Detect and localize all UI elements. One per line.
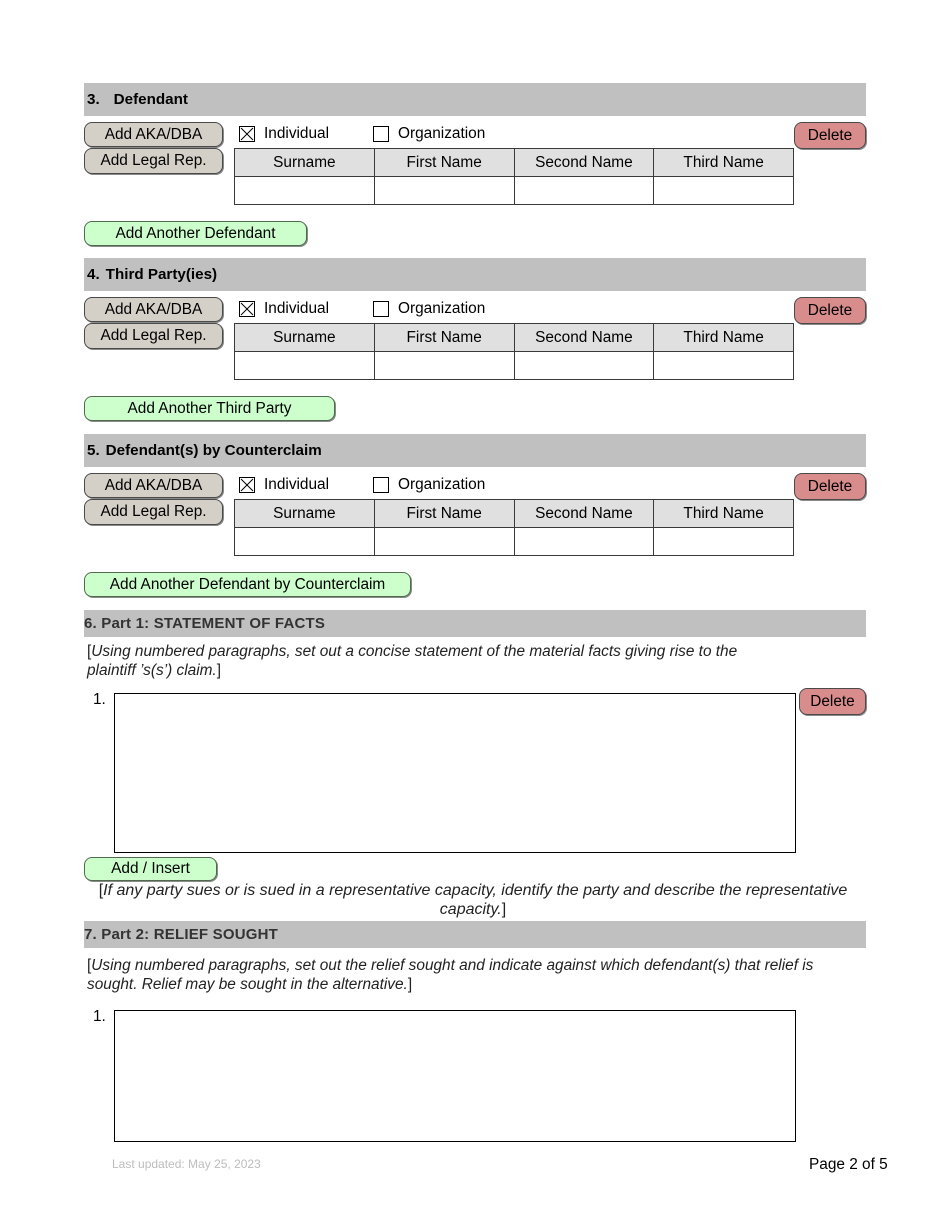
bracket-close: ]	[407, 975, 413, 993]
column-header-second-name: Second Name	[514, 500, 654, 528]
part2-heading: 7. Part 2: RELIEF SOUGHT	[84, 921, 866, 948]
column-header-third-name: Third Name	[654, 324, 794, 352]
third-name-input[interactable]	[654, 352, 793, 379]
section-title: Third Party(ies)	[105, 266, 218, 283]
name-table-header-row	[235, 500, 794, 528]
surname-input[interactable]	[235, 528, 374, 555]
organization-label: Organization	[398, 476, 486, 493]
column-header-surname: Surname	[235, 149, 375, 177]
instruction-text: Using numbered paragraphs, set out the relief sought and indicate against which defendant(s) that relief is sought. Relief may be sought in the alternative.	[87, 957, 814, 993]
first-name-input[interactable]	[375, 177, 514, 204]
section-number: 3.	[87, 91, 100, 108]
third-name-cell	[654, 528, 794, 556]
individual-checkbox[interactable]	[239, 126, 255, 142]
organization-label: Organization	[398, 300, 486, 317]
bracket-close: ]	[501, 901, 507, 918]
part1-heading: 6. Part 1: STATEMENT OF FACTS	[84, 610, 866, 637]
part1-instructions	[87, 643, 757, 680]
individual-checkbox[interactable]	[239, 477, 255, 493]
delete-party-button[interactable]: Delete	[794, 297, 866, 324]
add-aka-dba-button[interactable]: Add AKA/DBA	[84, 473, 223, 498]
add-another-counterclaim-defendant-button[interactable]: Add Another Defendant by Counterclaim	[84, 572, 411, 597]
statement-of-facts-paragraph-field[interactable]	[114, 693, 796, 853]
add-aka-dba-button[interactable]: Add AKA/DBA	[84, 122, 223, 147]
organization-checkbox[interactable]	[373, 477, 389, 493]
section-title: Defendant(s) by Counterclaim	[105, 442, 322, 459]
section-heading	[84, 258, 866, 291]
footer-last-updated: Last updated: May 25, 2023	[112, 1157, 261, 1171]
checkbox-x-icon	[240, 127, 254, 141]
first-name-input[interactable]	[375, 528, 514, 555]
individual-label: Individual	[264, 476, 330, 493]
section-heading	[84, 83, 866, 116]
organization-label: Organization	[398, 125, 486, 142]
column-header-third-name: Third Name	[654, 500, 794, 528]
add-another-third-party-button[interactable]: Add Another Third Party	[84, 396, 335, 421]
second-name-input[interactable]	[515, 352, 654, 379]
column-header-surname: Surname	[235, 324, 375, 352]
surname-cell	[235, 352, 375, 380]
organization-checkbox[interactable]	[373, 126, 389, 142]
add-legal-rep-button[interactable]: Add Legal Rep.	[84, 499, 223, 525]
individual-label: Individual	[264, 300, 330, 317]
delete-paragraph-button[interactable]: Delete	[799, 688, 866, 715]
section-number: 4.	[87, 266, 100, 283]
part2-instructions	[87, 957, 832, 994]
second-name-cell	[514, 177, 654, 205]
paragraph-number: 1.	[93, 1008, 106, 1025]
third-name-cell	[654, 352, 794, 380]
column-header-second-name: Second Name	[514, 149, 654, 177]
section-heading	[84, 434, 866, 467]
first-name-cell	[374, 177, 514, 205]
third-name-cell	[654, 177, 794, 205]
page-indicator: Page 2 of 5	[809, 1156, 888, 1173]
bracket-close: ]	[216, 661, 221, 679]
column-header-first-name: First Name	[374, 500, 514, 528]
name-table-header-row	[235, 149, 794, 177]
column-header-second-name: Second Name	[514, 324, 654, 352]
second-name-input[interactable]	[515, 177, 654, 204]
defendant-section	[0, 83, 950, 253]
add-aka-dba-button[interactable]: Add AKA/DBA	[84, 297, 223, 322]
checkbox-x-icon	[240, 302, 254, 316]
surname-input[interactable]	[235, 177, 374, 204]
party-name-table	[234, 323, 794, 380]
counterclaim-defendant-section	[0, 434, 950, 604]
name-table-header-row	[235, 324, 794, 352]
relief-sought-paragraph-field[interactable]	[114, 1010, 796, 1142]
name-table-row	[235, 528, 794, 556]
surname-input[interactable]	[235, 352, 374, 379]
individual-checkbox[interactable]	[239, 301, 255, 317]
add-insert-paragraph-button[interactable]: Add / Insert	[84, 857, 217, 881]
second-name-cell	[514, 352, 654, 380]
bracket-open: [	[87, 957, 92, 974]
second-name-cell	[514, 528, 654, 556]
column-header-first-name: First Name	[374, 324, 514, 352]
bracket-open: [	[87, 643, 92, 660]
add-legal-rep-button[interactable]: Add Legal Rep.	[84, 148, 223, 174]
third-name-input[interactable]	[654, 177, 793, 204]
name-table-row	[235, 177, 794, 205]
third-party-section	[0, 258, 950, 428]
column-header-surname: Surname	[235, 500, 375, 528]
third-name-input[interactable]	[654, 528, 793, 555]
delete-party-button[interactable]: Delete	[794, 122, 866, 149]
add-another-defendant-button[interactable]: Add Another Defendant	[84, 221, 307, 246]
section-title: Defendant	[113, 91, 188, 108]
delete-party-button[interactable]: Delete	[794, 473, 866, 500]
column-header-third-name: Third Name	[654, 149, 794, 177]
party-name-table	[234, 499, 794, 556]
party-name-table	[234, 148, 794, 205]
checkbox-x-icon	[240, 478, 254, 492]
add-legal-rep-button[interactable]: Add Legal Rep.	[84, 323, 223, 349]
surname-cell	[235, 528, 375, 556]
organization-checkbox[interactable]	[373, 301, 389, 317]
first-name-cell	[374, 352, 514, 380]
section-number: 5.	[87, 442, 100, 459]
column-header-first-name: First Name	[374, 149, 514, 177]
note-text: If any party sues or is sued in a representative capacity, identify the party and describe the representative capacity.	[103, 882, 848, 918]
individual-label: Individual	[264, 125, 330, 142]
surname-cell	[235, 177, 375, 205]
second-name-input[interactable]	[515, 528, 654, 555]
bracket-open: [	[98, 882, 104, 899]
first-name-cell	[374, 528, 514, 556]
paragraph-number: 1.	[93, 691, 106, 708]
name-table-row	[235, 352, 794, 380]
representative-capacity-note	[93, 881, 853, 919]
first-name-input[interactable]	[375, 352, 514, 379]
instruction-text: Using numbered paragraphs, set out a concise statement of the material facts giving rise to the plaintiff ’s(s’) claim.	[87, 643, 738, 679]
